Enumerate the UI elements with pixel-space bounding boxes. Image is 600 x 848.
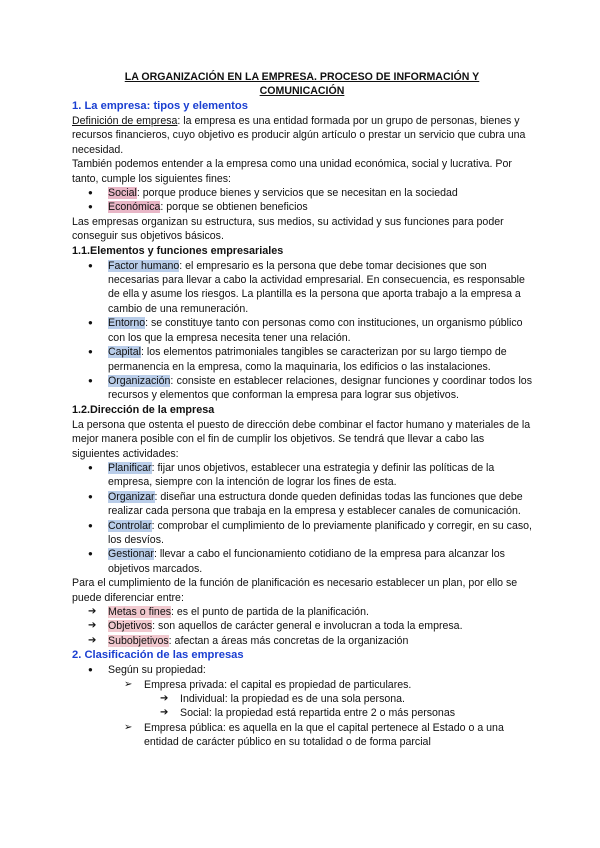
list-item <box>72 316 532 345</box>
list-item-text: : llevar a cabo el funcionamiento cotidiano de la empresa para alcanzar los objetivos marcados. <box>108 548 505 575</box>
list-item <box>72 461 532 490</box>
list-item: ➔ Individual: la propiedad es de una sola persona. <box>72 692 532 706</box>
list-item <box>72 200 532 214</box>
list-item <box>72 186 532 200</box>
list-item-text: : es el punto de partida de la planificación. <box>171 606 369 618</box>
list-item: ● Según su propiedad: <box>72 663 532 677</box>
highlight-term: Capital <box>108 346 141 359</box>
highlight-term: Factor humano <box>108 259 180 272</box>
list-item <box>72 547 532 576</box>
section-heading-2: 2. Clasificación de las empresas <box>72 649 244 662</box>
ownership-list-public <box>72 721 532 750</box>
highlight-term: Controlar <box>108 519 152 532</box>
list-item-text: : consiste en establecer relaciones, designar funciones y coordinar todos los recursos y elementos que conforman la empresa para lograr sus objetivos. <box>108 374 532 402</box>
document-page <box>72 70 532 750</box>
highlight-term: Subobjetivos <box>108 634 169 647</box>
list-item <box>72 634 532 648</box>
list-item <box>72 519 532 548</box>
list-item <box>72 490 532 519</box>
paragraph-closing: Las empresas organizan su estructura, sus medios, su actividad y sus funciones para poder conseguir sus objetivos básicos. <box>72 215 504 243</box>
list-item-text: : se constituye tanto con personas como con instituciones, un organismo público con los que la empresa necesita tener una relación. <box>108 317 523 344</box>
highlight-term: Entorno <box>108 317 146 330</box>
section-heading-1: 1. La empresa: tipos y elementos <box>72 100 248 112</box>
highlight-term: Social <box>108 187 137 200</box>
ownership-list <box>72 678 532 692</box>
section-heading-1-1: 1.1.Elementos y funciones empresariales <box>72 244 284 257</box>
list-item-text: : porque se obtienen beneficios <box>160 201 308 214</box>
classification-list <box>72 663 532 677</box>
definition-text: : la empresa es una entidad formada por un grupo de personas, bienes y recursos financieros, cuyo objetivo es producir algún artículo o prestar un servicio que cubra una necesidad. <box>72 115 526 156</box>
paragraph-plan-intro: Para el cumplimiento de la función de planificación es necesario establecer un plan, por ello se puede diferenciar entre: <box>72 577 518 604</box>
private-sub-list <box>72 692 532 721</box>
paragraph-direccion-intro: La persona que ostenta el puesto de dirección debe combinar el factor humano y materiales de la mejor manera posible con el fin de cumplir los objetivos. Se tendrá que llevar a cabo las siguientes actividades: <box>72 418 531 460</box>
list-item <box>72 374 532 403</box>
activities-list <box>72 461 532 576</box>
highlight-term: Objetivos <box>108 620 153 633</box>
title-line-1: LA ORGANIZACIÓN EN LA EMPRESA. PROCESO DE INFORMACIÓN Y <box>124 71 480 83</box>
document-title <box>72 70 532 98</box>
list-item <box>72 619 532 633</box>
highlight-term: Organización <box>108 374 171 387</box>
list-item <box>72 259 532 317</box>
list-item-text: : diseñar una estructura donde queden definidas todas las funciones que debe realizar cada persona que trabaja en la empresa y establecer canales de comunicación. <box>108 490 523 518</box>
title-line-2: COMUNICACIÓN <box>259 85 345 97</box>
list-item <box>72 605 532 619</box>
plan-list <box>72 605 532 648</box>
list-item-text: : los elementos patrimoniales tangibles se caracterizan por su largo tiempo de permanencia en la empresa, como la maquinaria, los edificios o las instalaciones. <box>108 346 507 373</box>
elements-list <box>72 259 532 403</box>
list-item <box>72 345 532 374</box>
list-item-text: : el empresario es la persona que debe tomar decisiones que son necesarias para llevar a cabo la actividad empresarial. En consecuencia, es responsable de ella y asume los riesgos. La plantilla es la persona que aporta trabajo a la empresa a cambio de una remuneración. <box>108 259 525 315</box>
list-item: ➢ Empresa pública: es aquella en la que el capital pertenece al Estado o a una entidad de carácter público en su totalidad o de forma parcial <box>72 721 532 750</box>
list-item: ➢ Empresa privada: el capital es propiedad de particulares. <box>72 678 532 692</box>
paragraph-fines-intro: También podemos entender a la empresa como una unidad económica, social y lucrativa. Por tanto, cumple los siguientes fines: <box>72 158 512 185</box>
highlight-term: Organizar <box>108 490 155 503</box>
list-item-text: : porque produce bienes y servicios que se necesitan en la sociedad <box>136 187 458 200</box>
highlight-term: Gestionar <box>108 548 154 561</box>
highlight-term: Económica <box>108 201 161 214</box>
list-item-text: : comprobar el cumplimiento de lo previamente planificado y corregir, en su caso, los desvíos. <box>108 519 532 546</box>
list-item-text: : son aquellos de carácter general e involucran a toda la empresa. <box>152 620 463 633</box>
definition-paragraph <box>72 114 532 157</box>
list-item: ➔ Social: la propiedad está repartida entre 2 o más personas <box>72 706 532 720</box>
list-item-text: : afectan a áreas más concretas de la organización <box>168 634 409 647</box>
section-heading-1-2: 1.2.Dirección de la empresa <box>72 403 215 416</box>
highlight-term: Metas o fines <box>108 606 172 618</box>
highlight-term: Planificar <box>108 461 152 474</box>
definition-term: Definición de empresa <box>72 115 178 127</box>
list-item-text: : fijar unos objetivos, establecer una estrategia y definir las políticas de la empresa, siempre con la intención de lograr los fines de esta. <box>108 461 495 489</box>
fines-list <box>72 186 532 215</box>
